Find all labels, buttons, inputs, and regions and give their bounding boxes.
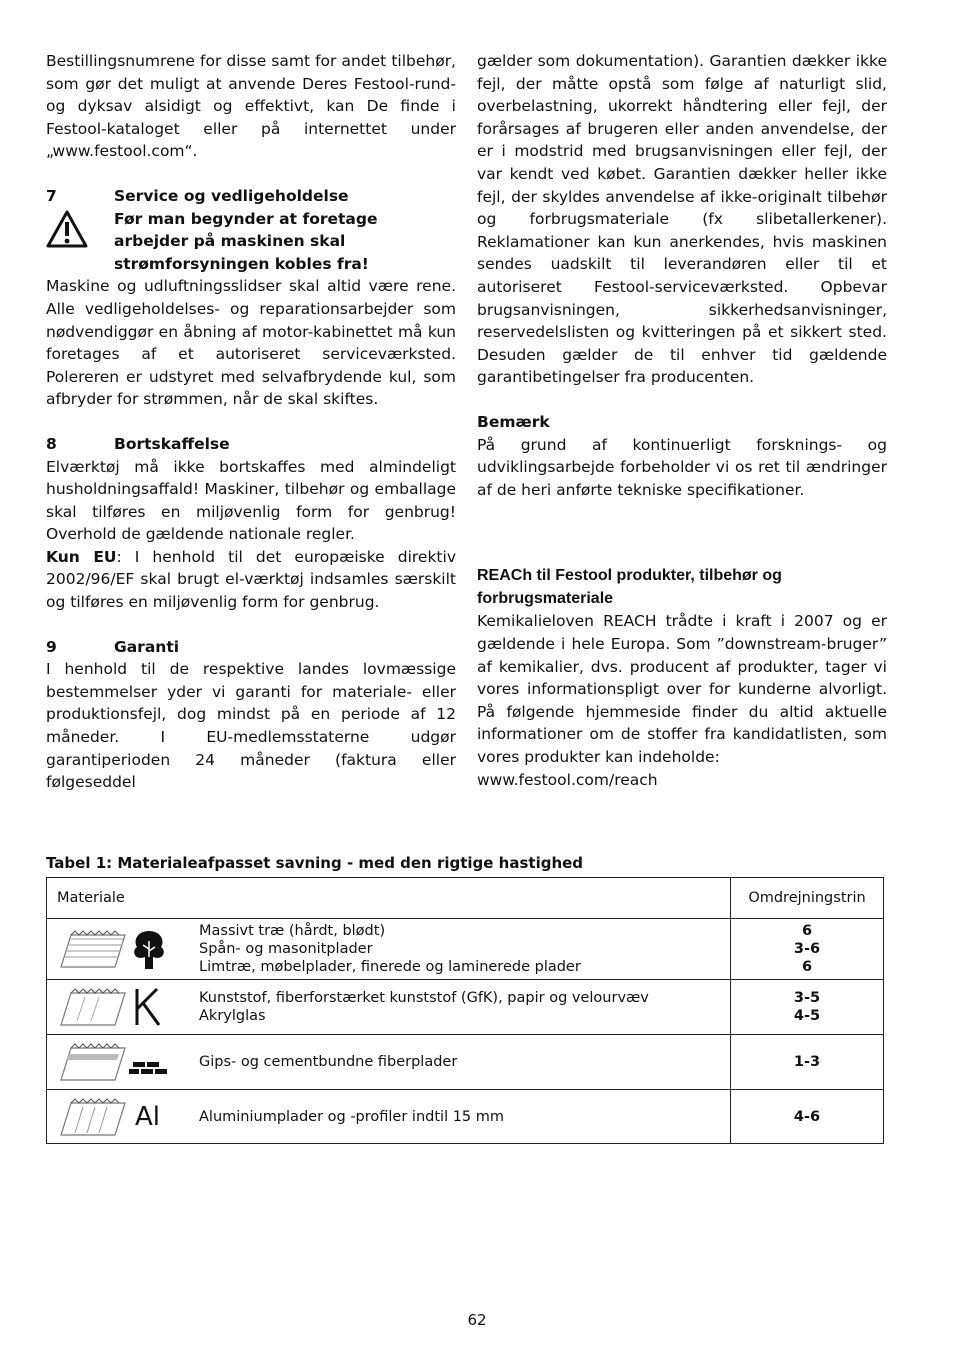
warning-text: Før man begynder at foretage arbejder på maskinen skal strømforsyningen kobles fra! [114,209,378,273]
header-material: Materiale [47,878,731,918]
reach-body: Kemikalieloven REACH trådte i kraft i 2007 og er gældende i hele Europa. Som ”downstream-bruger” af kemikalier, dvs. producent af produkter, tager vi vores informationspligt over for kunderne alvorligt. På følgende hjemmeside finder du altid aktuelle informationer om de stoffer fra kandidatlisten, som vores produkter kan indeholde: [477,612,887,767]
table-header-row [47,878,883,918]
warning-block [46,208,456,276]
section-7-heading [46,185,456,208]
right-column [477,50,887,791]
brick-icon [129,1040,169,1084]
material-name: Aluminiumplader og -profiler indtil 15 mm [199,1108,505,1125]
speed-value: 6 [801,923,813,939]
saw-blade-metal-icon [57,1095,129,1139]
page-number: 62 [467,1311,487,1329]
tree-icon [129,927,169,971]
table-row [47,1089,883,1143]
material-speed-table [46,877,884,1144]
warning-triangle-icon [46,208,114,276]
material-name: Limtræ, møbelplader, finerede og laminerede plader [199,959,581,975]
speed-value: 4-5 [793,1008,821,1024]
section-title: Bortskaffelse [114,434,230,453]
section-title: Garanti [114,637,180,656]
note-title: Bemærk [477,412,550,431]
speed-value: 3-5 [793,990,821,1006]
note-body: På grund af kontinuerligt forsknings- og udviklingsarbejde forbeholder vi os ret til ændringer af de heri anførte tekniske specifikationer. [477,435,887,499]
saw-blade-fiberboard-icon [57,1040,129,1084]
material-name: Kunststof, fiberforstærket kunststof (GfK), papir og velourvæv [199,990,649,1006]
material-name: Akrylglas [199,1008,266,1024]
saw-blade-plastic-icon [57,985,129,1029]
table-row [47,979,883,1034]
section-title: Service og vedligeholdelse [114,186,349,205]
speed-value: 1-3 [793,1054,821,1070]
speed-value: 3-6 [793,941,821,957]
material-name: Spån- og masonitplader [199,941,373,957]
section-7-body: Maskine og udluftningsslidser skal altid være rene. Alle vedligeholdelses- og reparationsarbejder som nødvendiggør en åbning af motor-kabinettet må kun foretages af et autoriseret serviceværksted. Polereren er udstyret med selvafbrydende kul, som afbryder for strømmen, når de skal skiftes. [46,277,456,409]
plastic-k-icon [129,985,165,1029]
section-9-body: I henhold til de respektive landes lovmæssige bestemmelser yder vi garanti for materiale- eller produktionsfejl, dog mindst på en periode af 12 måneder. I EU-medlemsstaterne udgør garantiperioden 24 måneder (faktura eller følgeseddel [46,660,456,792]
reach-url[interactable]: www.festool.com/reach [477,770,658,789]
section-8-body: Elværktøj må ikke bortskaffes med almindeligt husholdningsaffald! Maskiner, tilbehør og emballage skal tilføres en miljøvenlig form for genbrug! Overhold de gældende nationale regler. [46,457,456,544]
material-name: Massivt træ (hårdt, blødt) [199,923,386,939]
section-8-heading [46,433,456,456]
eu-text: : I henhold til det europæiske direktiv 2002/96/EF skal brugt el-værktøj indsamles særskilt og tilføres en miljøvenlig form for genbrug. [46,547,456,612]
section-number: 9 [46,637,57,656]
reach-title: REACh til Festool produkter, tilbehør og forbrugsmateriale [477,567,782,607]
section-8-eu-paragraph [46,546,456,614]
table-row [47,918,883,979]
table-row [47,1034,883,1089]
garanti-continuation: gælder som dokumentation). Garantien dækker ikke fejl, der måtte opstå som følge af naturligt slid, overbelastning, ukorrekt håndtering eller fejl, der forårsages af brugeren eller anden anvendelse, der er i modstrid med brugsanvisningen eller fejl, der var kendt ved købet. Garantien dækker heller ikke fejl, der skyldes anvendelse af ikke-originalt tilbehør og forbrugsmateriale (fx slibetallerkener). Reklamationer kan kun anerkendes, hvis maskinen sendes uadskilt til leverandøren eller til et autoriseret Festool-serviceværksted. Opbevar brugsanvisningen, sikkerhedsanvisninger, reservedelslisten og kvitteringen på et sikkert sted. Desuden gælder de til enhver tid gældende garantibetingelser fra producenten. [477,52,887,387]
section-9-heading [46,636,456,659]
section-number: 7 [46,186,57,205]
section-number: 8 [46,434,57,453]
table-title: Tabel 1: Materialeafpasset savning - med den rigtige hastighed [46,854,584,872]
speed-value: 6 [801,959,813,975]
eu-label: Kun EU [46,547,117,566]
aluminium-icon: Al [135,1101,161,1132]
header-speed: Omdrejningstrin [748,890,866,906]
material-name: Gips- og cementbundne fiberplader [199,1054,458,1070]
saw-blade-wood-icon [57,927,129,971]
speed-value: 4-6 [793,1108,821,1125]
left-column [46,50,456,794]
intro-paragraph: Bestillingsnumrene for disse samt for andet tilbehør, som gør det muligt at anvende Deres Festool-rund- og dyksav alsidigt og effektivt, kan De finde i Festool-kataloget eller på internettet under „www.festool.com“. [46,52,456,161]
